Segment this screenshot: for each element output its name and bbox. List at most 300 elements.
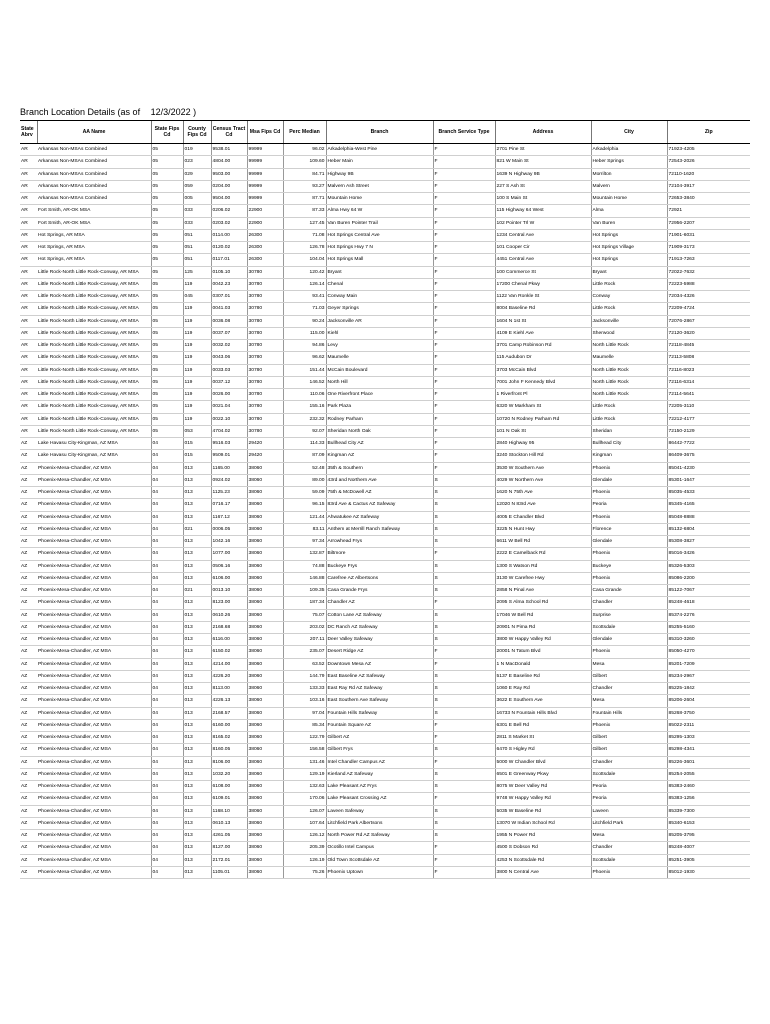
- cell-service-type: S: [433, 817, 495, 829]
- cell-county-fips: 119: [183, 376, 211, 388]
- cell-msa-fips: 99999: [247, 144, 283, 156]
- cell-state-fips: 05: [151, 303, 183, 315]
- cell-address: 1 Riverfront Pl: [495, 389, 591, 401]
- cell-city: Glendale: [591, 536, 667, 548]
- cell-address: 10720 N Rodney Parham Rd: [495, 413, 591, 425]
- cell-perc-median: 131.46: [283, 756, 326, 768]
- cell-address: 16733 N Fountain Hills Blvd: [495, 707, 591, 719]
- cell-census-tract: 1077.00: [211, 548, 247, 560]
- cell-state: AZ: [20, 560, 37, 572]
- cell-msa-fips: 38060: [247, 499, 283, 511]
- cell-city: Sherwood: [591, 327, 667, 339]
- cell-state: AZ: [20, 768, 37, 780]
- cell-msa-fips: 30780: [247, 340, 283, 352]
- cell-perc-median: 92.07: [283, 425, 326, 437]
- cell-county-fips: 013: [183, 609, 211, 621]
- cell-msa-fips: 26300: [247, 254, 283, 266]
- cell-address: 227 S Ash St: [495, 180, 591, 192]
- cell-state-fips: 04: [151, 805, 183, 817]
- cell-city: Phoenix: [591, 487, 667, 499]
- cell-perc-median: 126.07: [283, 805, 326, 817]
- cell-county-fips: 013: [183, 695, 211, 707]
- cell-county-fips: 045: [183, 291, 211, 303]
- cell-census-tract: 0036.08: [211, 315, 247, 327]
- cell-msa-fips: 38060: [247, 474, 283, 486]
- cell-branch: Hot Springs Central Ave: [326, 229, 433, 241]
- cell-aa-name: Phoenix-Mesa-Chandler, AZ MSA: [37, 499, 151, 511]
- cell-state-fips: 05: [151, 425, 183, 437]
- col-header-state-fips: State Fips Cd: [151, 121, 183, 144]
- cell-census-tract: 4704.02: [211, 425, 247, 437]
- cell-perc-median: 103.16: [283, 695, 326, 707]
- cell-zip: 85340-6153: [667, 817, 750, 829]
- cell-county-fips: 029: [183, 168, 211, 180]
- cell-census-tract: 1105.01: [211, 866, 247, 878]
- cell-branch: Kingman AZ: [326, 450, 433, 462]
- table-row: [20, 560, 750, 572]
- table-row: [20, 352, 750, 364]
- cell-county-fips: 013: [183, 732, 211, 744]
- cell-branch: Rodney Parham: [326, 413, 433, 425]
- cell-service-type: F: [433, 205, 495, 217]
- cell-service-type: F: [433, 168, 495, 180]
- cell-branch: Levy: [326, 340, 433, 352]
- cell-msa-fips: 38060: [247, 866, 283, 878]
- cell-service-type: F: [433, 438, 495, 450]
- cell-address: 2701 Pine St: [495, 144, 591, 156]
- cell-state: AZ: [20, 793, 37, 805]
- cell-address: 20001 N Tatum Blvd: [495, 646, 591, 658]
- cell-msa-fips: 38060: [247, 805, 283, 817]
- cell-state: AZ: [20, 732, 37, 744]
- cell-service-type: F: [433, 597, 495, 609]
- cell-msa-fips: 22900: [247, 217, 283, 229]
- cell-perc-median: 232.32: [283, 413, 326, 425]
- cell-aa-name: Lake Havasu City-Kingman, AZ MSA: [37, 450, 151, 462]
- cell-service-type: S: [433, 707, 495, 719]
- cell-perc-median: 83.11: [283, 523, 326, 535]
- cell-city: Litchfield Park: [591, 817, 667, 829]
- cell-zip: 71909-3173: [667, 242, 750, 254]
- cell-county-fips: 013: [183, 487, 211, 499]
- cell-aa-name: Phoenix-Mesa-Chandler, AZ MSA: [37, 670, 151, 682]
- cell-perc-median: 104.04: [283, 254, 326, 266]
- cell-aa-name: Little Rock-North Little Rock-Conway, AR MSA: [37, 315, 151, 327]
- cell-state-fips: 04: [151, 695, 183, 707]
- cell-msa-fips: 99999: [247, 168, 283, 180]
- cell-county-fips: 013: [183, 805, 211, 817]
- cell-county-fips: 013: [183, 756, 211, 768]
- cell-msa-fips: 38060: [247, 548, 283, 560]
- cell-state-fips: 04: [151, 438, 183, 450]
- cell-perc-median: 75.07: [283, 609, 326, 621]
- cell-state-fips: 04: [151, 560, 183, 572]
- cell-service-type: F: [433, 327, 495, 339]
- cell-census-tract: 0033.03: [211, 364, 247, 376]
- cell-address: 2095 S Alma School Rd: [495, 597, 591, 609]
- cell-branch: Bryant: [326, 266, 433, 278]
- cell-census-tract: 8123.00: [211, 597, 247, 609]
- cell-census-tract: 1165.00: [211, 462, 247, 474]
- cell-address: 17046 W Bell Rd: [495, 609, 591, 621]
- cell-perc-median: 170.06: [283, 793, 326, 805]
- cell-perc-median: 126.78: [283, 242, 326, 254]
- cell-msa-fips: 38060: [247, 793, 283, 805]
- cell-address: 4005 E Chandler Blvd: [495, 511, 591, 523]
- cell-city: Van Buren: [591, 217, 667, 229]
- cell-zip: 85255-5160: [667, 621, 750, 633]
- cell-branch: Jacksonville AR: [326, 315, 433, 327]
- table-row: [20, 413, 750, 425]
- table-row: [20, 315, 750, 327]
- cell-city: Fountain Hills: [591, 707, 667, 719]
- cell-perc-median: 203.02: [283, 621, 326, 633]
- cell-county-fips: 021: [183, 585, 211, 597]
- cell-state-fips: 05: [151, 180, 183, 192]
- cell-state-fips: 04: [151, 732, 183, 744]
- cell-service-type: F: [433, 401, 495, 413]
- cell-city: Mesa: [591, 830, 667, 842]
- cell-msa-fips: 30780: [247, 425, 283, 437]
- cell-state-fips: 04: [151, 487, 183, 499]
- cell-state: AZ: [20, 572, 37, 584]
- cell-perc-median: 109.60: [283, 156, 326, 168]
- cell-state-fips: 04: [151, 658, 183, 670]
- cell-perc-median: 87.71: [283, 193, 326, 205]
- cell-state-fips: 04: [151, 842, 183, 854]
- cell-city: Phoenix: [591, 866, 667, 878]
- cell-zip: 85308-3827: [667, 536, 750, 548]
- cell-perc-median: 146.52: [283, 376, 326, 388]
- cell-city: Alma: [591, 205, 667, 217]
- cell-service-type: S: [433, 511, 495, 523]
- table-row: [20, 719, 750, 731]
- cell-perc-median: 132.87: [283, 548, 326, 560]
- table-row: [20, 144, 750, 156]
- cell-aa-name: Arkansas Non-MSAs Combined: [37, 156, 151, 168]
- cell-census-tract: 2172.01: [211, 854, 247, 866]
- col-header-state: State Abrv: [20, 121, 37, 144]
- cell-aa-name: Little Rock-North Little Rock-Conway, AR MSA: [37, 291, 151, 303]
- cell-address: 1620 N 75th Ave: [495, 487, 591, 499]
- cell-msa-fips: 30780: [247, 413, 283, 425]
- cell-state: AZ: [20, 597, 37, 609]
- cell-aa-name: Little Rock-North Little Rock-Conway, AR MSA: [37, 266, 151, 278]
- cell-city: Laveen: [591, 805, 667, 817]
- cell-county-fips: 013: [183, 548, 211, 560]
- table-row: [20, 695, 750, 707]
- cell-state-fips: 05: [151, 266, 183, 278]
- cell-city: Sheridan: [591, 425, 667, 437]
- cell-city: North Little Rock: [591, 376, 667, 388]
- cell-msa-fips: 38060: [247, 658, 283, 670]
- table-row: [20, 842, 750, 854]
- table-row: [20, 830, 750, 842]
- cell-state: AR: [20, 352, 37, 364]
- cell-city: Mesa: [591, 658, 667, 670]
- cell-address: 1955 N Power Rd: [495, 830, 591, 842]
- cell-aa-name: Little Rock-North Little Rock-Conway, AR MSA: [37, 327, 151, 339]
- table-row: [20, 866, 750, 878]
- cell-aa-name: Phoenix-Mesa-Chandler, AZ MSA: [37, 830, 151, 842]
- cell-aa-name: Phoenix-Mesa-Chandler, AZ MSA: [37, 744, 151, 756]
- table-row: [20, 168, 750, 180]
- cell-state: AZ: [20, 854, 37, 866]
- cell-aa-name: Phoenix-Mesa-Chandler, AZ MSA: [37, 634, 151, 646]
- cell-perc-median: 93.27: [283, 180, 326, 192]
- cell-city: Phoenix: [591, 511, 667, 523]
- cell-city: North Little Rock: [591, 364, 667, 376]
- cell-address: 1060 E Ray Rd: [495, 683, 591, 695]
- cell-state: AZ: [20, 634, 37, 646]
- cell-service-type: S: [433, 634, 495, 646]
- cell-state: AZ: [20, 487, 37, 499]
- cell-city: Gilbert: [591, 670, 667, 682]
- cell-county-fips: 023: [183, 156, 211, 168]
- cell-zip: 72076-2867: [667, 315, 750, 327]
- table-row: [20, 425, 750, 437]
- cell-aa-name: Arkansas Non-MSAs Combined: [37, 144, 151, 156]
- table-row: [20, 744, 750, 756]
- cell-zip: 72209-4724: [667, 303, 750, 315]
- cell-city: Peoria: [591, 499, 667, 511]
- cell-state: AZ: [20, 683, 37, 695]
- cell-perc-median: 129.19: [283, 768, 326, 780]
- cell-branch: Lake Pleasant Crossing AZ: [326, 793, 433, 805]
- cell-branch: Maumelle: [326, 352, 433, 364]
- cell-service-type: S: [433, 499, 495, 511]
- cell-aa-name: Phoenix-Mesa-Chandler, AZ MSA: [37, 866, 151, 878]
- cell-city: Scottsdale: [591, 854, 667, 866]
- cell-city: Mountain Home: [591, 193, 667, 205]
- cell-branch: Fountain Square AZ: [326, 719, 433, 731]
- col-header-service-type: Branch Service Type: [433, 121, 495, 144]
- cell-msa-fips: 38060: [247, 719, 283, 731]
- cell-census-tract: 2168.68: [211, 621, 247, 633]
- cell-perc-median: 122.79: [283, 732, 326, 744]
- cell-city: Scottsdale: [591, 621, 667, 633]
- cell-state-fips: 04: [151, 450, 183, 462]
- table-row: [20, 499, 750, 511]
- cell-service-type: F: [433, 156, 495, 168]
- cell-city: Kingman: [591, 450, 667, 462]
- cell-service-type: F: [433, 180, 495, 192]
- cell-census-tract: 6106.00: [211, 572, 247, 584]
- cell-perc-median: 126.14: [283, 278, 326, 290]
- cell-aa-name: Phoenix-Mesa-Chandler, AZ MSA: [37, 548, 151, 560]
- cell-msa-fips: 38060: [247, 597, 283, 609]
- cell-census-tract: 0006.05: [211, 523, 247, 535]
- cell-perc-median: 156.58: [283, 744, 326, 756]
- cell-state: AZ: [20, 781, 37, 793]
- cell-state-fips: 04: [151, 830, 183, 842]
- cell-city: Little Rock: [591, 303, 667, 315]
- cell-city: Glendale: [591, 634, 667, 646]
- cell-aa-name: Phoenix-Mesa-Chandler, AZ MSA: [37, 511, 151, 523]
- cell-state: AR: [20, 401, 37, 413]
- cell-address: 4451 Central Ave: [495, 254, 591, 266]
- cell-state: AZ: [20, 866, 37, 878]
- table-row: [20, 462, 750, 474]
- table-row: [20, 597, 750, 609]
- cell-aa-name: Phoenix-Mesa-Chandler, AZ MSA: [37, 572, 151, 584]
- cell-service-type: F: [433, 413, 495, 425]
- cell-census-tract: 0043.06: [211, 352, 247, 364]
- cell-census-tract: 0203.02: [211, 217, 247, 229]
- cell-county-fips: 013: [183, 768, 211, 780]
- cell-aa-name: Phoenix-Mesa-Chandler, AZ MSA: [37, 695, 151, 707]
- cell-state-fips: 04: [151, 474, 183, 486]
- cell-state-fips: 04: [151, 597, 183, 609]
- cell-zip: 85345-4165: [667, 499, 750, 511]
- cell-service-type: F: [433, 450, 495, 462]
- table-row: [20, 254, 750, 266]
- cell-service-type: S: [433, 670, 495, 682]
- cell-county-fips: 119: [183, 278, 211, 290]
- col-header-zip: Zip: [667, 121, 750, 144]
- cell-address: 4029 W Northern Ave: [495, 474, 591, 486]
- cell-state: AZ: [20, 658, 37, 670]
- cell-city: North Little Rock: [591, 340, 667, 352]
- cell-state-fips: 05: [151, 193, 183, 205]
- cell-branch: Van Buren Pointer Trail: [326, 217, 433, 229]
- cell-zip: 72956-2207: [667, 217, 750, 229]
- cell-state: AR: [20, 376, 37, 388]
- cell-perc-median: 87.33: [283, 205, 326, 217]
- cell-zip: 85035-4533: [667, 487, 750, 499]
- cell-county-fips: 013: [183, 646, 211, 658]
- cell-city: Surprise: [591, 609, 667, 621]
- cell-branch: Hot Springs Hwy 7 N: [326, 242, 433, 254]
- cell-msa-fips: 99999: [247, 193, 283, 205]
- cell-county-fips: 005: [183, 193, 211, 205]
- cell-perc-median: 107.64: [283, 817, 326, 829]
- table-row: [20, 793, 750, 805]
- cell-city: Little Rock: [591, 401, 667, 413]
- cell-msa-fips: 38060: [247, 634, 283, 646]
- cell-address: 4109 E Kiehl Ave: [495, 327, 591, 339]
- table-row: [20, 229, 750, 241]
- table-row: [20, 768, 750, 780]
- cell-address: 13070 W Indian School Rd: [495, 817, 591, 829]
- cell-aa-name: Phoenix-Mesa-Chandler, AZ MSA: [37, 523, 151, 535]
- table-row: [20, 658, 750, 670]
- cell-msa-fips: 30780: [247, 315, 283, 327]
- cell-census-tract: 0610.26: [211, 609, 247, 621]
- cell-service-type: F: [433, 842, 495, 854]
- cell-state-fips: 05: [151, 278, 183, 290]
- cell-service-type: S: [433, 609, 495, 621]
- cell-address: 2222 E Camelback Rd: [495, 548, 591, 560]
- cell-state-fips: 04: [151, 585, 183, 597]
- cell-msa-fips: 38060: [247, 842, 283, 854]
- cell-state: AR: [20, 315, 37, 327]
- cell-perc-median: 126.19: [283, 854, 326, 866]
- cell-address: 12020 N 83rd Ave: [495, 499, 591, 511]
- cell-zip: 85383-1256: [667, 793, 750, 805]
- cell-zip: 85295-1303: [667, 732, 750, 744]
- cell-county-fips: 013: [183, 830, 211, 842]
- cell-county-fips: 013: [183, 781, 211, 793]
- cell-county-fips: 013: [183, 683, 211, 695]
- cell-state: AR: [20, 144, 37, 156]
- cell-state-fips: 05: [151, 229, 183, 241]
- cell-service-type: F: [433, 732, 495, 744]
- cell-county-fips: 021: [183, 523, 211, 535]
- cell-county-fips: 013: [183, 719, 211, 731]
- cell-census-tract: 9516.03: [211, 438, 247, 450]
- cell-census-tract: 4226.20: [211, 670, 247, 682]
- cell-branch: East Baseline AZ Safeway: [326, 670, 433, 682]
- cell-zip: 72110-1620: [667, 168, 750, 180]
- cell-state: AR: [20, 389, 37, 401]
- cell-state-fips: 04: [151, 634, 183, 646]
- cell-state-fips: 04: [151, 609, 183, 621]
- cell-city: Chandler: [591, 683, 667, 695]
- cell-state-fips: 04: [151, 854, 183, 866]
- table-row: [20, 634, 750, 646]
- cell-census-tract: 1042.16: [211, 536, 247, 548]
- cell-perc-median: 63.52: [283, 658, 326, 670]
- cell-msa-fips: 30780: [247, 303, 283, 315]
- cell-branch: North Hill: [326, 376, 433, 388]
- cell-county-fips: 033: [183, 217, 211, 229]
- table-row: [20, 205, 750, 217]
- col-header-census-tract: Census Tract Cd: [211, 121, 247, 144]
- cell-census-tract: 6108.00: [211, 781, 247, 793]
- cell-census-tract: 2168.57: [211, 707, 247, 719]
- cell-address: 1300 S Watson Rd: [495, 560, 591, 572]
- cell-aa-name: Fort Smith, AR-OK MSA: [37, 205, 151, 217]
- cell-branch: Old Town Scottsdale AZ: [326, 854, 433, 866]
- cell-msa-fips: 38060: [247, 781, 283, 793]
- cell-service-type: F: [433, 315, 495, 327]
- cell-address: 1604 N 1st St: [495, 315, 591, 327]
- cell-county-fips: 013: [183, 560, 211, 572]
- table-body: [20, 144, 750, 879]
- cell-city: Little Rock: [591, 278, 667, 290]
- cell-city: Maumelle: [591, 352, 667, 364]
- cell-county-fips: 013: [183, 474, 211, 486]
- cell-address: 20901 N Pima Rd: [495, 621, 591, 633]
- cell-county-fips: 053: [183, 425, 211, 437]
- cell-perc-median: 71.03: [283, 303, 326, 315]
- cell-county-fips: 119: [183, 303, 211, 315]
- cell-aa-name: Little Rock-North Little Rock-Conway, AR MSA: [37, 389, 151, 401]
- cell-zip: 71923-4205: [667, 144, 750, 156]
- cell-msa-fips: 38060: [247, 683, 283, 695]
- cell-msa-fips: 38060: [247, 585, 283, 597]
- cell-county-fips: 119: [183, 352, 211, 364]
- cell-branch: Desert Ridge AZ: [326, 646, 433, 658]
- cell-branch: Cotton Lane AZ Safeway: [326, 609, 433, 621]
- cell-perc-median: 74.88: [283, 560, 326, 572]
- cell-aa-name: Hot Springs, AR MSA: [37, 229, 151, 241]
- cell-city: Chandler: [591, 597, 667, 609]
- cell-census-tract: 0716.17: [211, 499, 247, 511]
- col-header-perc-median: Perc Median: [283, 121, 326, 144]
- table-row: [20, 732, 750, 744]
- cell-aa-name: Little Rock-North Little Rock-Conway, AR MSA: [37, 401, 151, 413]
- cell-branch: Biltmore: [326, 548, 433, 560]
- cell-address: 5137 E Baseline Rd: [495, 670, 591, 682]
- cell-branch: DC Ranch AZ Safeway: [326, 621, 433, 633]
- cell-msa-fips: 22900: [247, 205, 283, 217]
- cell-census-tract: 8160.05: [211, 744, 247, 756]
- cell-service-type: F: [433, 291, 495, 303]
- cell-city: Phoenix: [591, 719, 667, 731]
- cell-county-fips: 051: [183, 254, 211, 266]
